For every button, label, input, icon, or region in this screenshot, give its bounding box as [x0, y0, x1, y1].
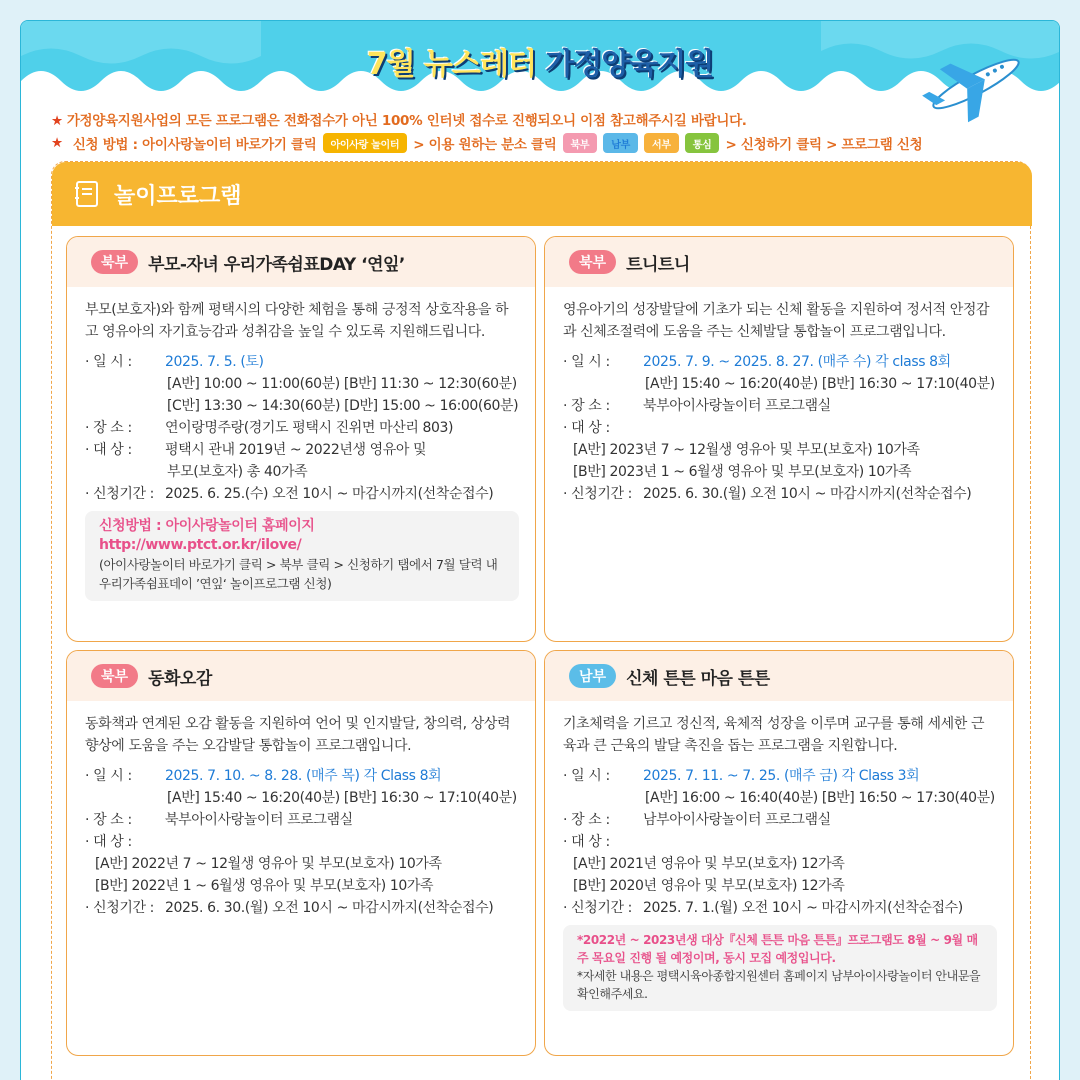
- program-target: [B반] 2022년 1 ~ 6월생 영유아 및 부모(보호자) 10가족: [95, 878, 434, 894]
- program-place: 남부아이사랑놀이터 프로그램실: [643, 812, 831, 828]
- program-times: [A반] 10:00 ~ 11:00(60분) [B반] 11:30 ~ 12:30(60분): [167, 376, 517, 392]
- card-header: [67, 651, 535, 701]
- notebook-icon: [74, 180, 100, 208]
- program-target: [A반] 2022년 7 ~ 12월생 영유아 및 부모(보호자) 10가족: [95, 856, 442, 872]
- application-period: 2025. 6. 25.(수) 오전 10시 ~ 마감시까지(선착순접수): [165, 486, 494, 502]
- newsletter-frame: [20, 20, 1060, 1080]
- branch-badge: 남부: [569, 664, 616, 688]
- section-title: 놀이프로그램: [114, 183, 242, 209]
- program-times: [A반] 16:00 ~ 16:40(40분) [B반] 16:50 ~ 17:30(40분): [645, 790, 995, 806]
- program-times: [A반] 15:40 ~ 16:20(40분) [B반] 16:30 ~ 17:10(40분): [167, 790, 517, 806]
- branch-badge: 북부: [91, 664, 138, 688]
- branch-tongsim-button[interactable]: 통심: [685, 133, 720, 153]
- program-times: [C반] 13:30 ~ 14:30(60분) [D반] 15:00 ~ 16:00(60분): [167, 398, 519, 414]
- apply-info-box: 신청방법 : 아이사랑놀이터 홈페이지 http://www.ptct.or.kr/ilove/ (아이사랑놀이터 바로가기 클릭 > 북부 클릭 > 신청하기 탭에서 7월 달력 내 우리가족쉼표데이 ’연잎‘ 놀이프로그램 신청): [85, 511, 519, 601]
- notice-apply-method: ★ 신청 방법 : 아이사랑놀이터 바로가기 클릭 아이사랑 놀이터 > 이용 원하는 분소 클릭 북부 남부 서부 통심 > 신청하기 클릭 > 프로그램 신청: [51, 135, 923, 153]
- card-description: 동화책과 연계된 오감 활동을 지원하여 언어 및 인지발달, 창의력, 상상력 향상에 도움을 주는 오감발달 통합놀이 프로그램입니다.: [85, 716, 511, 754]
- card-description: 기초체력을 기르고 정신적, 육체적 성장을 이루며 교구를 통해 세세한 근육과 큰 근육의 발달 촉진을 돕는 프로그램을 지원합니다.: [563, 716, 985, 754]
- notice-internet-only: ★ 가정양육지원사업의 모든 프로그램은 전화접수가 아닌 100% 인터넷 접수로 진행되오니 이점 참고해주시길 바랍니다.: [51, 113, 747, 129]
- application-period: 2025. 6. 30.(월) 오전 10시 ~ 마감시까지(선착순접수): [643, 486, 972, 502]
- branch-west-button[interactable]: 서부: [644, 133, 679, 153]
- airplane-icon: [921, 39, 1031, 129]
- card-description: 영유아기의 성장발달에 기초가 되는 신체 활동을 지원하여 정서적 안정감과 신체조절력에 도움을 주는 신체발달 통합놀이 프로그램입니다.: [563, 302, 990, 340]
- program-place: 북부아이사랑놀이터 프로그램실: [643, 398, 831, 414]
- card-header: [545, 237, 1013, 287]
- card-description: 부모(보호자)와 함께 평택시의 다양한 체험을 통해 긍정적 상호작용을 하고 영유아의 자기효능감과 성취감을 높일 수 있도록 지원해드립니다.: [85, 302, 509, 340]
- play-program-section: [51, 161, 1031, 1080]
- program-date: 2025. 7. 9. ~ 2025. 8. 27. (매주 수) 각 class 8회: [643, 354, 951, 370]
- program-target: [B반] 2023년 1 ~ 6월생 영유아 및 부모(보호자) 10가족: [573, 464, 912, 480]
- branch-north-button[interactable]: 북부: [563, 133, 598, 153]
- page-title: 7월 뉴스레터 가정양육지원: [366, 47, 714, 82]
- program-card-yeonip: 북부 부모-자녀 우리가족쉼표DAY ‘연잎’ 부모(보호자)와 함께 평택시의 다양한 체험을 통해 긍정적 상호작용을 하고 영유아의 자기효능감과 성취감을 높일 수 있도록 지원해드립니다. · 일 시 : 2025. 7. 5. (토) [A반] 10:00 ~ 11:00(60분) [B반] 11:30 ~ 12:30(60분) [C반] 13:30 ~ 14:30(60분) [D반] 15:00 ~ 16:00(60분) · 장 소 : 연이랑명주랑(경기도 평택시 진위면 마산리 803) · 대 상 : 평택시 관내 2019년 ~ 2022년생 영유아 및 부모(보호자) 총 40가족 · 신청기간 : 2025. 6. 25.(수) 오전 10시 ~ 마감시까지(선착순접수) 신청방법 : 아이사랑놀이터 홈페이지 http://www.ptct.or.kr/ilove/ (아이사랑놀이터 바로가기 클릭 > 북부 클릭 > 신청하기 탭에서 7월 달력 내 우리가족쉼표데이 ’연잎‘ 놀이프로그램 신청): [66, 236, 536, 642]
- card-title: 신체 튼튼 마음 튼튼: [626, 668, 770, 689]
- program-date: 2025. 7. 5. (토): [165, 354, 264, 370]
- program-target: 평택시 관내 2019년 ~ 2022년생 영유아 및: [165, 442, 427, 458]
- program-target: 부모(보호자) 총 40가족: [167, 464, 308, 480]
- program-card-tnitni: 북부 트니트니 영유아기의 성장발달에 기초가 되는 신체 활동을 지원하여 정서적 안정감과 신체조절력에 도움을 주는 신체발달 통합놀이 프로그램입니다. · 일 시 : 2025. 7. 9. ~ 2025. 8. 27. (매주 수) 각 class 8회 [A반] 15:40 ~ 16:20(40분) [B반] 16:30 ~ 17:10(40분) · 장 소 : 북부아이사랑놀이터 프로그램실 · 대 상 : [A반] 2023년 7 ~ 12월생 영유아 및 부모(보호자) 10가족 [B반] 2023년 1 ~ 6월생 영유아 및 부모(보호자) 10가족 · 신청기간 : 2025. 6. 30.(월) 오전 10시 ~ 마감시까지(선착순접수): [544, 236, 1014, 642]
- program-target: [A반] 2021년 영유아 및 부모(보호자) 12가족: [573, 856, 845, 872]
- program-date: 2025. 7. 10. ~ 8. 28. (매주 목) 각 Class 8회: [165, 768, 442, 784]
- program-place: 연이랑명주랑(경기도 평택시 진위면 마산리 803): [165, 420, 454, 436]
- card-title: 동화오감: [148, 668, 212, 689]
- card-header: [67, 237, 535, 287]
- program-target: [A반] 2023년 7 ~ 12월생 영유아 및 부모(보호자) 10가족: [573, 442, 920, 458]
- card-title: 부모-자녀 우리가족쉼표DAY ‘연잎’: [148, 254, 405, 275]
- branch-south-button[interactable]: 남부: [603, 133, 638, 153]
- branch-badge: 북부: [569, 250, 616, 274]
- program-place: 북부아이사랑놀이터 프로그램실: [165, 812, 353, 828]
- program-date: 2025. 7. 11. ~ 7. 25. (매주 금) 각 Class 3회: [643, 768, 920, 784]
- application-period: 2025. 6. 30.(월) 오전 10시 ~ 마감시까지(선착순접수): [165, 900, 494, 916]
- ilove-playground-link[interactable]: 아이사랑 놀이터: [323, 133, 408, 153]
- star-icon: ★: [51, 135, 63, 151]
- apply-link[interactable]: 신청방법 : 아이사랑놀이터 홈페이지 http://www.ptct.or.kr/ilove/: [99, 518, 315, 553]
- card-header: [545, 651, 1013, 701]
- program-card-body-mind: 남부 신체 튼튼 마음 튼튼 기초체력을 기르고 정신적, 육체적 성장을 이루며 교구를 통해 세세한 근육과 큰 근육의 발달 촉진을 돕는 프로그램을 지원합니다. · 일 시 : 2025. 7. 11. ~ 7. 25. (매주 금) 각 Class 3회 [A반] 16:00 ~ 16:40(40분) [B반] 16:50 ~ 17:30(40분) · 장 소 : 남부아이사랑놀이터 프로그램실 · 대 상 : [A반] 2021년 영유아 및 부모(보호자) 12가족 [B반] 2020년 영유아 및 부모(보호자) 12가족 · 신청기간 : 2025. 7. 1.(월) 오전 10시 ~ 마감시까지(선착순접수) *2022년 ~ 2023년생 대상『신체 튼튼 마음 튼튼』프로그램도 8월 ~ 9월 매주 목요일 진행 될 예정이며, 동시 모집 예정입니다. *자세한 내용은 평택시육아종합지원센터 홈페이지 남부아이사랑놀이터 안내문을 확인해주세요.: [544, 650, 1014, 1056]
- program-card-donghwa: 북부 동화오감 동화책과 연계된 오감 활동을 지원하여 언어 및 인지발달, 창의력, 상상력 향상에 도움을 주는 오감발달 통합놀이 프로그램입니다. · 일 시 : 2025. 7. 10. ~ 8. 28. (매주 목) 각 Class 8회 [A반] 15:40 ~ 16:20(40분) [B반] 16:30 ~ 17:10(40분) · 장 소 : 북부아이사랑놀이터 프로그램실 · 대 상 : [A반] 2022년 7 ~ 12월생 영유아 및 부모(보호자) 10가족 [B반] 2022년 1 ~ 6월생 영유아 및 부모(보호자) 10가족 · 신청기간 : 2025. 6. 30.(월) 오전 10시 ~ 마감시까지(선착순접수): [66, 650, 536, 1056]
- program-times: [A반] 15:40 ~ 16:20(40분) [B반] 16:30 ~ 17:10(40분): [645, 376, 995, 392]
- application-period: 2025. 7. 1.(월) 오전 10시 ~ 마감시까지(선착순접수): [643, 900, 963, 916]
- branch-badge: 북부: [91, 250, 138, 274]
- extra-notice-box: *2022년 ~ 2023년생 대상『신체 튼튼 마음 튼튼』프로그램도 8월 ~ 9월 매주 목요일 진행 될 예정이며, 동시 모집 예정입니다. *자세한 내용은 평택시육아종합지원센터 홈페이지 남부아이사랑놀이터 안내문을 확인해주세요.: [563, 925, 997, 1011]
- star-icon: ★: [51, 113, 63, 129]
- card-title: 트니트니: [626, 254, 690, 275]
- program-target: [B반] 2020년 영유아 및 부모(보호자) 12가족: [573, 878, 845, 894]
- section-header: [52, 162, 1032, 226]
